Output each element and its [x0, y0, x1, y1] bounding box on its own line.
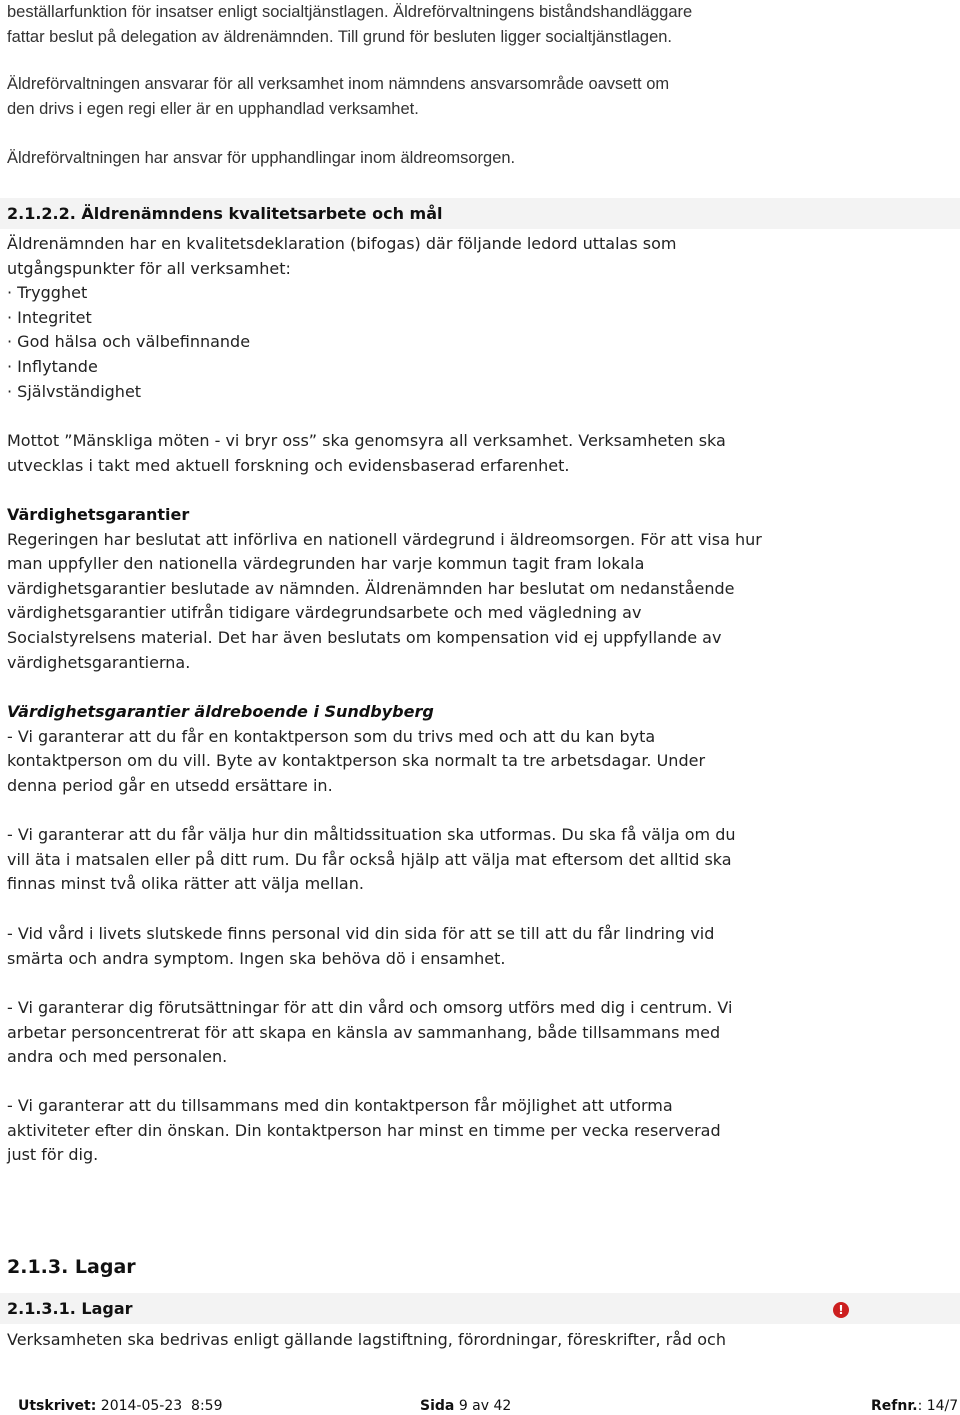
text-line: just för dig. — [7, 1145, 99, 1165]
text-line: Äldreförvaltningen har ansvar för upphandlingar inom äldreomsorgen. — [7, 149, 516, 167]
footer-page-label: Sida — [420, 1398, 455, 1414]
ledord-item: · God hälsa och välbefinnande — [7, 332, 251, 352]
text-line: andra och med personalen. — [7, 1047, 228, 1067]
text-line: beställarfunktion för insatser enligt socialtjänstlagen. Äldreförvaltningens biståndshandläggare — [7, 3, 693, 21]
section-heading-2131: 2.1.3.1. Lagar — [7, 1299, 133, 1318]
motto-paragraph — [7, 429, 957, 478]
footer-page — [420, 1397, 511, 1415]
sundbyberg-heading: Värdighetsgarantier äldreboende i Sundbyberg — [7, 702, 434, 721]
footer-ref-label: Refnr. — [871, 1398, 918, 1414]
guarantee-paragraph — [7, 996, 957, 1070]
footer-printed-value: 2014-05-23 8:59 — [100, 1398, 223, 1414]
text-line: fattar beslut på delegation av äldrenämnden. Till grund för besluten ligger socialtjänstlagen. — [7, 27, 673, 46]
text-line: - Vid vård i livets slutskede finns personal vid din sida för att se till att du får lindring vid — [7, 924, 715, 943]
text-line: - Vi garanterar att du tillsammans med din kontaktperson får möjlighet att utforma — [7, 1096, 673, 1115]
text-line: aktiviteter efter din önskan. Din kontaktperson har minst en timme per vecka reserverad — [7, 1120, 721, 1140]
ledord-item: · Trygghet — [7, 283, 88, 303]
section-heading-band — [0, 198, 960, 229]
text-line: smärta och andra symptom. Ingen ska behöva dö i ensamhet. — [7, 948, 506, 968]
intro-paragraph-3 — [7, 146, 957, 171]
intro-paragraph-2 — [7, 72, 957, 121]
quality-intro — [7, 232, 957, 404]
ledord-item: · Självständighet — [7, 381, 142, 401]
footer-ref — [871, 1397, 958, 1415]
text-line: Äldreförvaltningen ansvarar för all verksamhet inom nämndens ansvarsområde oavsett om — [7, 75, 670, 93]
text-line: denna period går en utsedd ersättare in. — [7, 775, 333, 795]
text-line: - Vi garanterar dig förutsättningar för att din vård och omsorg utförs med dig i centrum. Vi — [7, 998, 733, 1017]
text-line: utvecklas i takt med aktuell forskning och evidensbaserad erfarenhet. — [7, 455, 570, 475]
footer-ref-value: : 14/7 — [917, 1398, 959, 1414]
text-line: den drivs i egen regi eller är en upphandlad verksamhet. — [7, 99, 419, 118]
text-line: värdighetsgarantierna. — [7, 652, 191, 672]
intro-paragraph-1 — [7, 0, 957, 49]
text-line: kontaktperson om du vill. Byte av kontaktperson ska normalt ta tre arbetsdagar. Under — [7, 751, 706, 771]
vardighetsgarantier-heading: Värdighetsgarantier — [7, 505, 190, 524]
text-line: Socialstyrelsens material. Det har även beslutats om kompensation vid ej uppfyllande av — [7, 627, 722, 647]
section-heading-213: 2.1.3. Lagar — [7, 1256, 136, 1278]
guarantee-paragraph — [7, 1094, 957, 1168]
text-line: vill äta i matsalen eller på ditt rum. Du får också hjälp att välja mat eftersom det alltid ska — [7, 849, 732, 869]
text-line: - Vi garanterar att du får välja hur din måltidssituation ska utformas. Du ska få välja om du — [7, 825, 736, 844]
text-line: man uppfyller den nationella värdegrunden har varje kommun tagit fram lokala — [7, 554, 645, 574]
text-line: Regeringen har beslutat att införliva en nationell värdegrund i äldreomsorgen. För att visa hur — [7, 529, 762, 549]
text-line: Verksamheten ska bedrivas enligt gällande lagstiftning, förordningar, föreskrifter, råd och — [7, 1330, 726, 1349]
guarantee-paragraph — [7, 922, 957, 971]
text-line: finnas minst två olika rätter att välja mellan. — [7, 874, 364, 894]
footer-printed-label: Utskrivet: — [18, 1398, 97, 1414]
section-heading-2122: 2.1.2.2. Äldrenämndens kvalitetsarbete och mål — [7, 204, 443, 223]
ledord-item: · Inflytande — [7, 356, 98, 376]
text-line: värdighetsgarantier utifrån tidigare värdegrundsarbete och med vägledning av — [7, 603, 642, 623]
subsection-heading-band — [0, 1293, 960, 1324]
text-line: arbetar personcentrerat för att skapa en känsla av sammanhang, både tillsammans med — [7, 1022, 721, 1042]
lagar-paragraph — [7, 1328, 957, 1353]
text-line: värdighetsgarantier beslutade av nämnden. Äldrenämnden har beslutat om nedanstående — [7, 578, 735, 598]
sundbyberg-section — [7, 700, 957, 798]
ledord-item: · Integritet — [7, 307, 92, 327]
vardighetsgarantier-section — [7, 503, 957, 675]
text-line: Mottot ”Mänskliga möten - vi bryr oss” ska genomsyra all verksamhet. Verksamheten ska — [7, 431, 726, 450]
footer-printed — [18, 1397, 222, 1415]
alert-icon[interactable]: ! — [833, 1302, 849, 1318]
footer-page-value: 9 av 42 — [458, 1398, 512, 1414]
text-line: Äldrenämnden har en kvalitetsdeklaration (bifogas) där följande ledord uttalas som — [7, 234, 677, 253]
guarantee-paragraph — [7, 823, 957, 897]
text-line: utgångspunkter för all verksamhet: — [7, 258, 291, 278]
text-line: - Vi garanterar att du får en kontaktperson som du trivs med och att du kan byta — [7, 726, 656, 746]
